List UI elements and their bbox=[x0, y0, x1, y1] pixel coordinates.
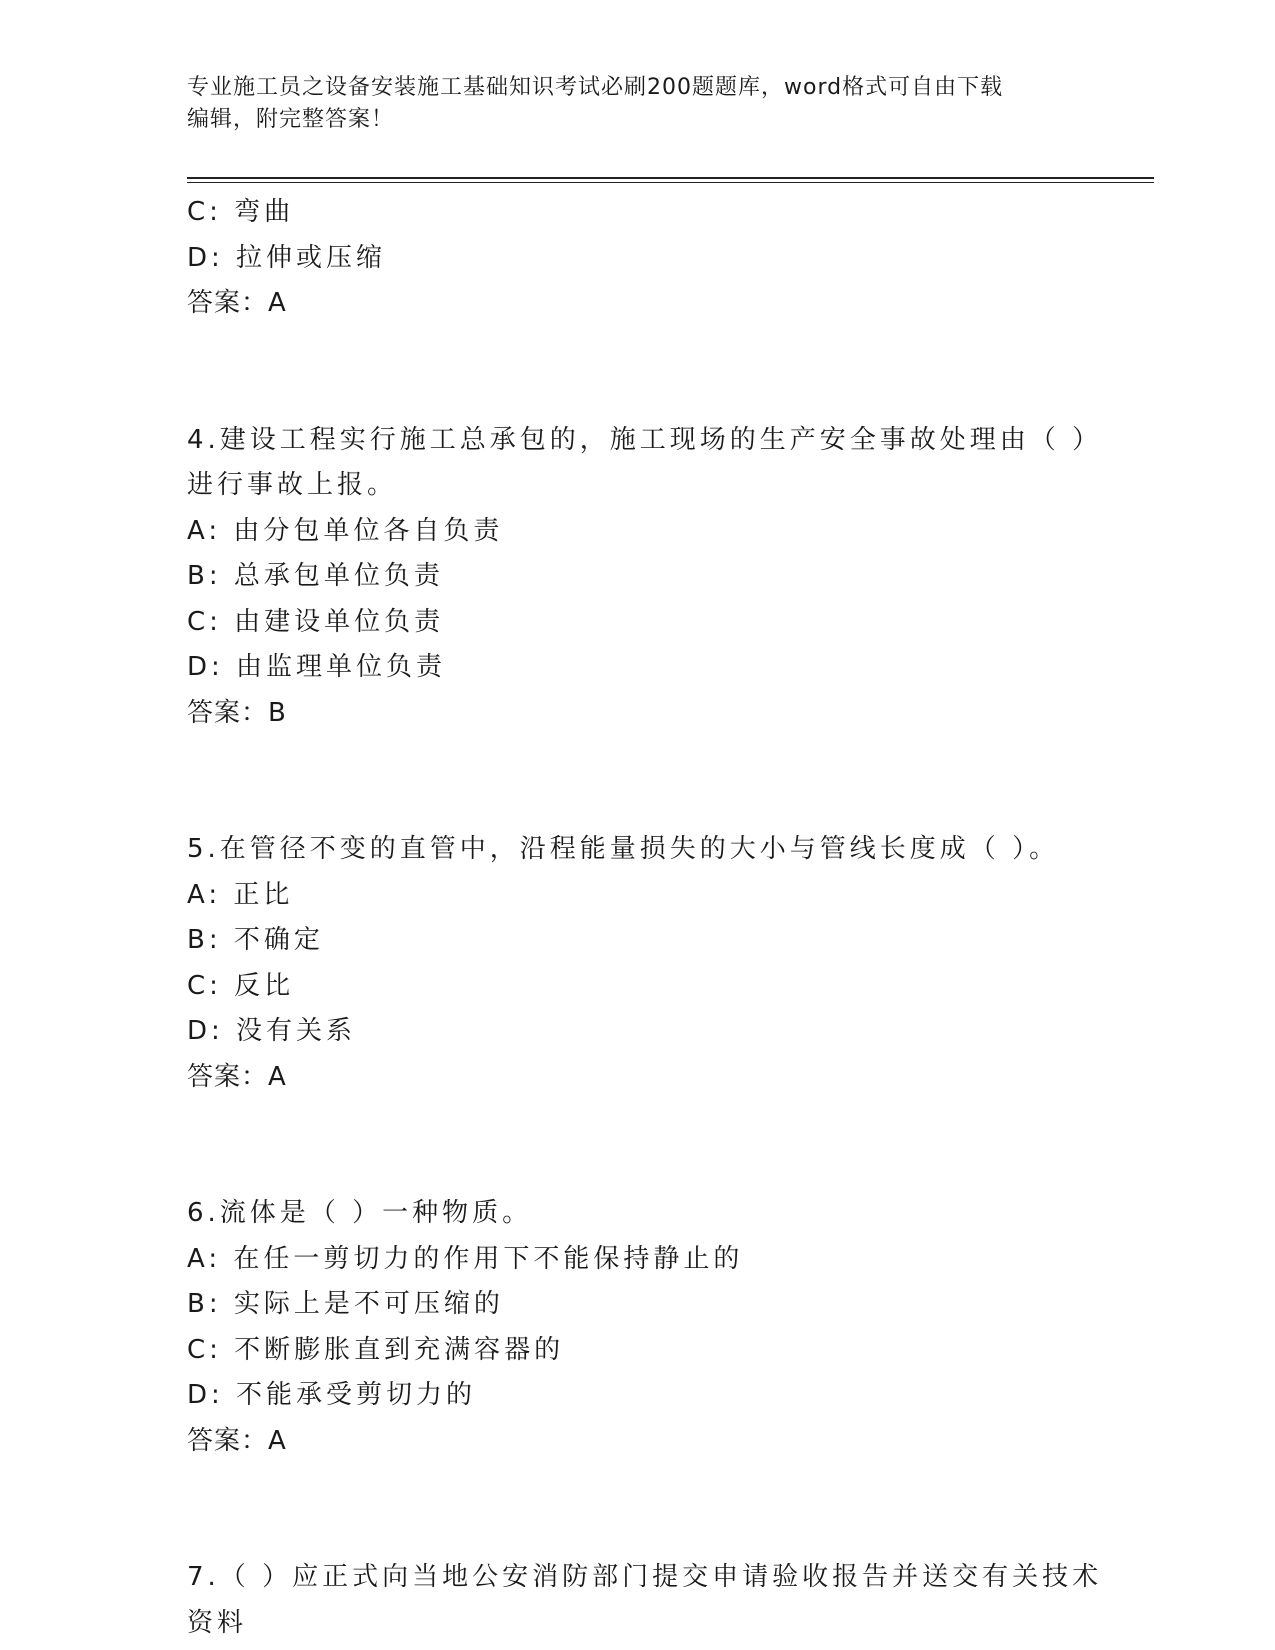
answer: 答案：A bbox=[187, 1061, 287, 1092]
header-divider-thick bbox=[187, 177, 1154, 179]
answer: 答案：B bbox=[187, 697, 287, 728]
option-b: B: 实际上是不可压缩的 bbox=[187, 1289, 504, 1319]
option-c: C: 不断膨胀直到充满容器的 bbox=[187, 1334, 565, 1365]
option-d: D: 由监理单位负责 bbox=[187, 652, 447, 682]
question-stem-line-2: 进行事故上报。 bbox=[187, 470, 398, 500]
option-b: B: 总承包单位负责 bbox=[187, 561, 444, 591]
option-d: D: 拉伸或压缩 bbox=[187, 242, 387, 273]
option-d: D: 不能承受剪切力的 bbox=[187, 1380, 477, 1410]
option-c: C: 反比 bbox=[187, 970, 295, 1001]
question-4 bbox=[187, 418, 1147, 737]
question-3 bbox=[187, 190, 1147, 327]
question-5 bbox=[187, 827, 1147, 1100]
option-a: A: 由分包单位各自负责 bbox=[187, 515, 504, 546]
question-stem-line-1: 7.（ ）应正式向当地公安消防部门提交申请验收报告并送交有关技术 bbox=[187, 1562, 1103, 1592]
header-line-2: 编辑，附完整答案！ bbox=[187, 107, 395, 132]
document-header bbox=[187, 72, 1067, 136]
question-stem-line-1: 4.建设工程实行施工总承包的，施工现场的生产安全事故处理由（ ） bbox=[187, 424, 1103, 455]
option-d: D: 没有关系 bbox=[187, 1016, 357, 1046]
answer: 答案：A bbox=[187, 1425, 287, 1456]
question-7 bbox=[187, 1555, 1147, 1646]
header-divider-thin bbox=[187, 182, 1154, 183]
answer: 答案：A bbox=[187, 288, 287, 318]
question-6 bbox=[187, 1191, 1147, 1464]
header-line-1: 专业施工员之设备安装施工基础知识考试必刷200题题库，word格式可自由下载 bbox=[187, 75, 1004, 100]
option-c: C: 由建设单位负责 bbox=[187, 606, 445, 637]
option-a: A: 在任一剪切力的作用下不能保持静止的 bbox=[187, 1243, 744, 1274]
question-stem-line-1: 5.在管径不变的直管中，沿程能量损失的大小与管线长度成（ ）。 bbox=[187, 834, 1060, 864]
question-list bbox=[187, 190, 1147, 1646]
option-b: B: 不确定 bbox=[187, 925, 324, 955]
question-stem-line-1: 6.流体是（ ）一种物质。 bbox=[187, 1198, 533, 1228]
option-a: A: 正比 bbox=[187, 879, 294, 910]
option-c: C: 弯曲 bbox=[187, 197, 295, 227]
question-stem-line-2: 资料 bbox=[187, 1607, 248, 1638]
